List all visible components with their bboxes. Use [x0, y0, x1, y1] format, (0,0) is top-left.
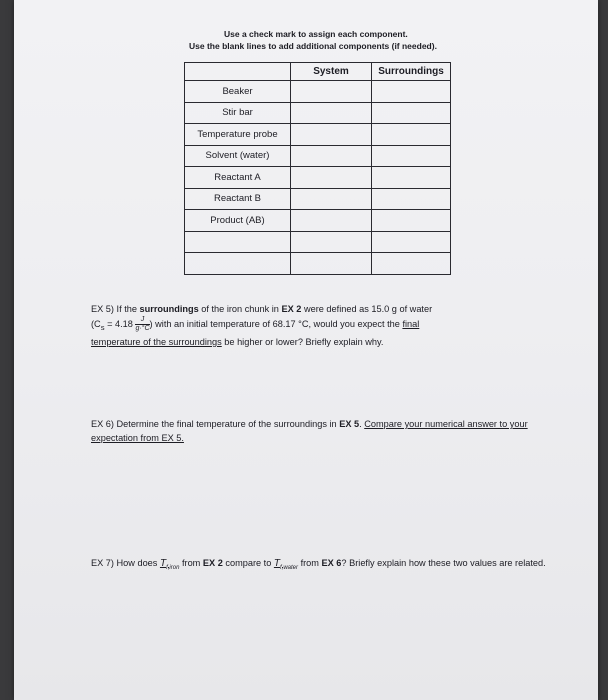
surroundings-cell[interactable] [372, 253, 451, 275]
component-beaker: Beaker [185, 81, 291, 103]
ex5-ref-ex2: EX 2 [281, 304, 302, 314]
component-reactant-a: Reactant A [185, 167, 291, 189]
table-header-row [185, 63, 451, 81]
ex5-text: of the iron chunk in [198, 304, 282, 314]
tf-subscript: f,water [280, 565, 299, 571]
ex7-text: EX 7) How does [91, 558, 160, 568]
system-cell[interactable] [291, 210, 372, 232]
ex5-text: ) with an initial temperature of 68.17 °C, would you expect the [149, 318, 403, 329]
ex7-ref-ex2: EX 2 [202, 558, 223, 568]
component-reactant-b: Reactant B [185, 188, 291, 210]
ex5-text: EX 5) If the [91, 304, 140, 314]
ex5-final-term: final [402, 318, 420, 329]
ex5-cs-value: = 4.18 [104, 318, 136, 329]
component-product-ab: Product (AB) [185, 210, 291, 232]
surroundings-cell[interactable] [372, 102, 451, 124]
fraction-numerator: J [135, 316, 149, 325]
surroundings-cell[interactable] [372, 210, 451, 232]
surroundings-cell[interactable] [372, 124, 451, 146]
system-cell[interactable] [291, 102, 372, 124]
component-stir-bar: Stir bar [185, 102, 291, 124]
table-row [185, 102, 451, 124]
blank-component-line[interactable] [185, 253, 291, 275]
table-row [185, 253, 451, 275]
ex7-text: from [179, 558, 203, 568]
table-row [185, 81, 451, 103]
tf-symbol: T [273, 558, 280, 569]
table-row [185, 167, 451, 189]
ex7-ref-ex6: EX 6 [321, 558, 342, 568]
table-row [185, 231, 451, 253]
ex7-text: ? Briefly explain how these two values are related. [341, 558, 546, 568]
ex7-tf-iron [160, 558, 179, 569]
instruction-line-1: Use a check mark to assign each component. [224, 29, 408, 39]
worksheet-page [14, 0, 598, 700]
system-cell[interactable] [291, 145, 372, 167]
blank-component-line[interactable] [185, 231, 291, 253]
surroundings-cell[interactable] [372, 145, 451, 167]
ex6-ref-ex5: EX 5 [339, 419, 360, 429]
tf-symbol: T [159, 558, 167, 569]
ex5-cs-symbol: (C [91, 318, 101, 329]
header-component [185, 63, 291, 81]
ex5-cs-subscript: s [100, 322, 105, 332]
header-system: System [291, 63, 372, 81]
surroundings-cell[interactable] [372, 167, 451, 189]
ex5-temperature-term: temperature of the surroundings [91, 336, 222, 347]
ex5-unit-fraction [135, 316, 149, 333]
table-row [185, 145, 451, 167]
ex7-text: from [298, 558, 322, 568]
system-cell[interactable] [291, 124, 372, 146]
system-cell[interactable] [291, 81, 372, 103]
surroundings-cell[interactable] [372, 188, 451, 210]
question-ex6 [91, 417, 561, 445]
surroundings-cell[interactable] [372, 231, 451, 253]
header-surroundings: Surroundings [372, 63, 451, 81]
instruction-line-2: Use the blank lines to add additional components (if needed). [189, 41, 437, 51]
table-row [185, 124, 451, 146]
ex5-text: were defined as 15.0 g of water [301, 304, 433, 314]
ex6-compare-instruction: Compare your numerical answer to your expectation from EX 5. [91, 419, 528, 443]
system-cell[interactable] [291, 253, 372, 275]
ex6-text: . [359, 419, 365, 429]
surroundings-cell[interactable] [372, 81, 451, 103]
system-cell[interactable] [291, 231, 372, 253]
system-cell[interactable] [291, 167, 372, 189]
ex5-surroundings-term: surroundings [139, 304, 199, 314]
ex6-text: EX 6) Determine the final temperature of the surroundings in [91, 419, 340, 429]
system-cell[interactable] [291, 188, 372, 210]
question-ex7 [91, 556, 561, 575]
ex7-tf-water [274, 558, 298, 569]
tf-subscript: f,iron [166, 565, 180, 571]
fraction-denominator: g·°C [135, 325, 150, 332]
component-temperature-probe: Temperature probe [185, 124, 291, 146]
component-table [184, 62, 451, 275]
table-row [185, 188, 451, 210]
question-ex5 [91, 302, 561, 349]
ex7-text: compare to [222, 558, 274, 568]
ex5-text: be higher or lower? Briefly explain why. [221, 336, 384, 347]
table-row [185, 210, 451, 232]
component-solvent: Solvent (water) [185, 145, 291, 167]
